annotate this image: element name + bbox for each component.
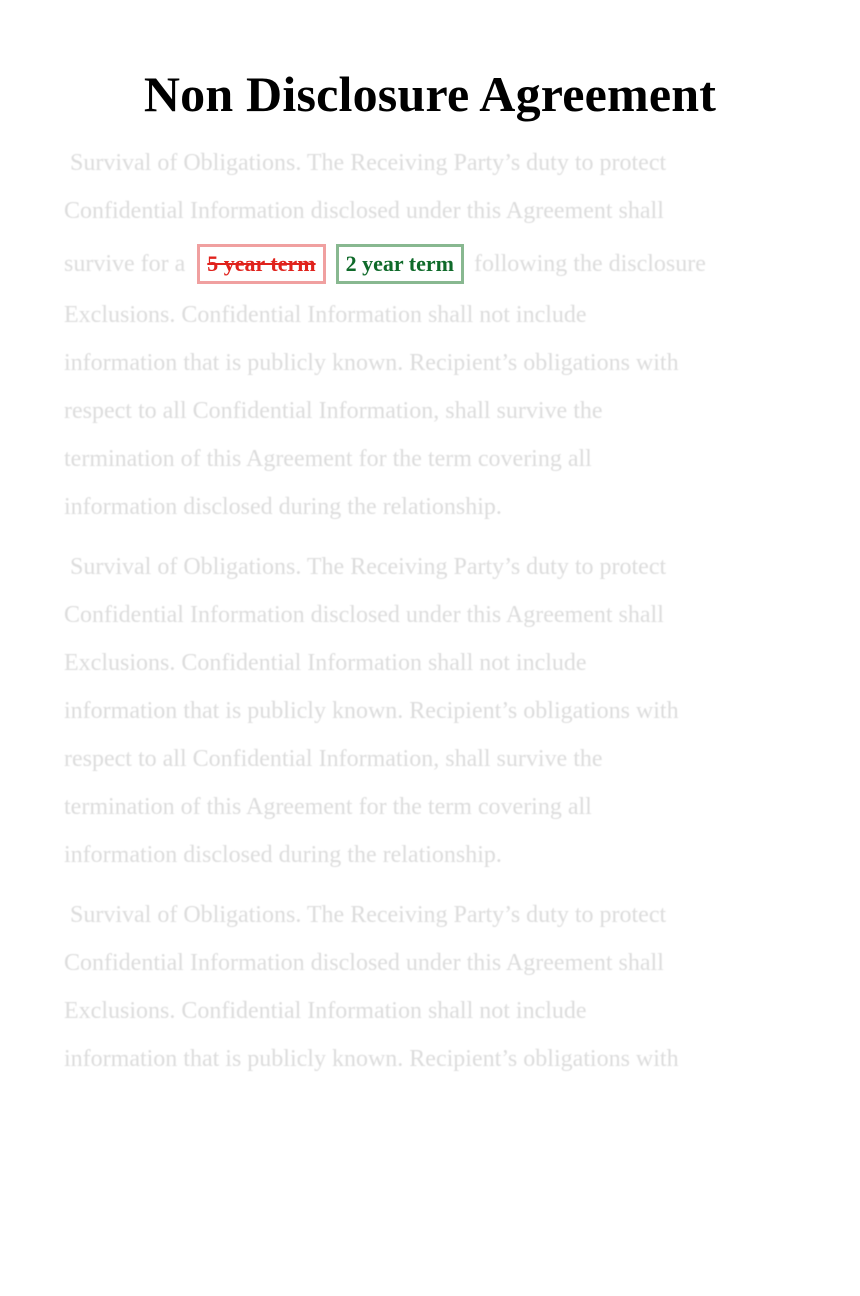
paragraph-line-end: following the disclosure (473, 250, 706, 277)
deleted-term-chip[interactable]: 5 year term (197, 244, 325, 284)
paragraph-line: respect to all Confidential Information, shall survive the (64, 746, 603, 772)
paragraph-line: information disclosed during the relationship. (64, 494, 502, 520)
paragraph-line: information that is publicly known. Recipient’s obligations with (64, 698, 679, 724)
paragraph-line: Exclusions. Confidential Information shall not include (64, 302, 587, 328)
paragraph-line: Confidential Information disclosed under this Agreement shall (64, 198, 664, 224)
paragraph-line: Survival of Obligations. The Receiving Party’s duty to protect (70, 554, 667, 580)
document-title: Non Disclosure Agreement (143, 66, 717, 122)
paragraph-line: information that is publicly known. Recipient’s obligations with (64, 1046, 679, 1072)
paragraph-line-start: survive for a (64, 250, 186, 277)
paragraph-line: information that is publicly known. Recipient’s obligations with (64, 350, 679, 376)
paragraph-line: termination of this Agreement for the term covering all (64, 794, 592, 820)
paragraph-line: Survival of Obligations. The Receiving Party’s duty to protect (70, 150, 667, 176)
tracked-change-line (64, 244, 706, 284)
paragraph-line: respect to all Confidential Information, shall survive the (64, 398, 603, 424)
paragraph-line: Exclusions. Confidential Information shall not include (64, 650, 587, 676)
paragraph-line: Confidential Information disclosed under this Agreement shall (64, 602, 664, 628)
paragraph-line: Confidential Information disclosed under this Agreement shall (64, 950, 664, 976)
inserted-term-chip[interactable]: 2 year term (336, 244, 464, 284)
paragraph-line: information disclosed during the relationship. (64, 842, 502, 868)
paragraph-line: termination of this Agreement for the term covering all (64, 446, 592, 472)
paragraph-line: Survival of Obligations. The Receiving Party’s duty to protect (70, 902, 667, 928)
paragraph-line: Exclusions. Confidential Information shall not include (64, 998, 587, 1024)
